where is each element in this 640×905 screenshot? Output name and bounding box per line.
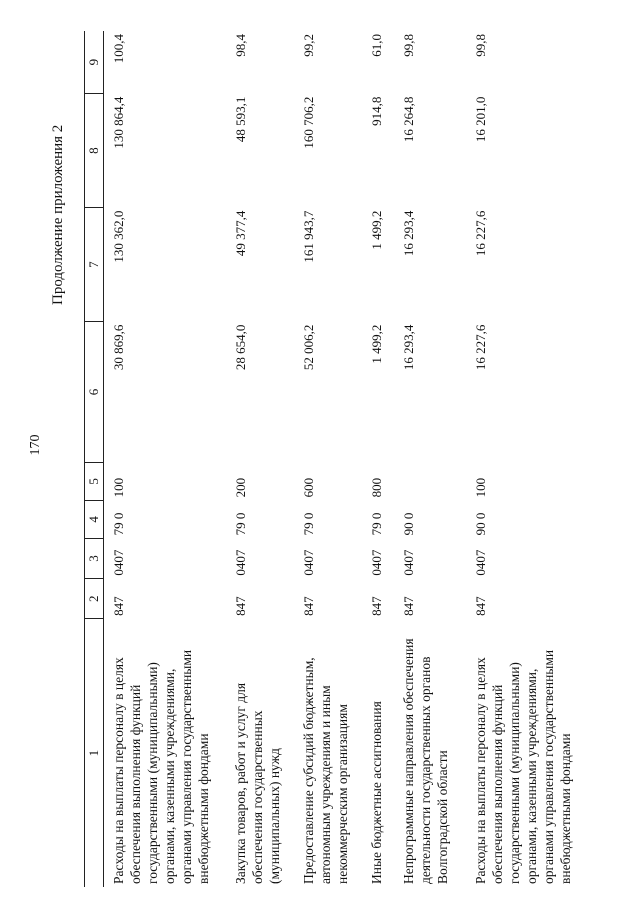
value-percent: 99,8 — [472, 34, 488, 57]
target-article: 90 0 — [472, 512, 488, 536]
target-article: 79 0 — [300, 512, 316, 536]
value-percent: 100,4 — [111, 34, 126, 64]
section-code: 0407 — [400, 549, 416, 576]
section-code: 0407 — [368, 549, 384, 576]
ministry-code: 847 — [472, 596, 488, 616]
ministry-code: 847 — [232, 596, 248, 616]
column-header: 8 — [85, 94, 104, 208]
column-header: 9 — [85, 31, 104, 94]
value-percent: 99,8 — [400, 34, 416, 57]
target-article: 79 0 — [111, 512, 126, 536]
value-percent: 98,4 — [232, 34, 248, 57]
value-percent: 61,0 — [368, 34, 384, 57]
expense-type — [394, 462, 466, 500]
appendix-caption: Продолжение приложения 2 — [50, 124, 66, 305]
value-col6: 28 654,0 — [232, 324, 248, 371]
column-header: 2 — [85, 579, 104, 619]
column-header: 7 — [85, 208, 104, 322]
table-row — [294, 31, 362, 887]
ministry-code: 847 — [400, 596, 416, 616]
value-col7: 16 227,6 — [472, 210, 488, 257]
value-col6: 16 293,4 — [400, 324, 416, 371]
value-col6: 1 499,2 — [368, 324, 384, 364]
row-description: Расходы на выплаты персоналу в целях обеспечения выполнения функций государственными (муниципальными) органами, казенными учреждениями, органами управления государственными внебюджетными фондами — [111, 649, 211, 884]
expense-type: 100 — [472, 477, 488, 498]
table-row — [362, 31, 394, 887]
row-description: Иные бюджетные ассигнования — [368, 701, 384, 884]
value-col7: 161 943,7 — [300, 210, 316, 263]
section-code: 0407 — [472, 549, 488, 576]
value-col8: 16 264,8 — [400, 96, 416, 143]
target-article: 90 0 — [400, 512, 416, 536]
value-col7: 16 293,4 — [400, 210, 416, 257]
ministry-code: 847 — [300, 596, 316, 616]
value-col6: 30 869,6 — [111, 324, 126, 371]
table-row — [104, 31, 226, 887]
value-col8: 16 201,0 — [472, 96, 488, 143]
column-header: 5 — [85, 462, 104, 500]
target-article: 79 0 — [232, 512, 248, 536]
row-description: Предоставление субсидий бюджетным, автономным учреждениям и иным некоммерческим организациям — [300, 657, 350, 884]
section-code: 0407 — [300, 549, 316, 576]
expense-type: 800 — [368, 477, 384, 498]
table-row — [466, 31, 584, 887]
section-code: 0407 — [111, 549, 126, 576]
value-col8: 160 706,2 — [300, 96, 316, 149]
table-row — [394, 31, 466, 887]
column-header: 1 — [85, 619, 104, 887]
column-header: 4 — [85, 500, 104, 538]
expense-type: 200 — [232, 477, 248, 498]
column-header: 6 — [85, 322, 104, 463]
row-description: Расходы на выплаты персоналу в целях обеспечения выполнения функций государственными (муниципальными) органами, казенными учреждениями, органами управления государственными внебюджетными фондами — [472, 649, 573, 884]
value-col8: 914,8 — [368, 96, 384, 126]
page-number: 170 — [28, 434, 43, 456]
column-header: 3 — [85, 538, 104, 578]
value-col8: 130 864,4 — [111, 96, 126, 149]
value-col7: 130 362,0 — [111, 210, 126, 263]
column-number-row — [85, 31, 104, 887]
value-col7: 49 377,4 — [232, 210, 248, 257]
expense-type: 100 — [111, 477, 126, 498]
value-col7: 1 499,2 — [368, 210, 384, 250]
target-article: 79 0 — [368, 512, 384, 536]
section-code: 0407 — [232, 549, 248, 576]
table-row — [226, 31, 294, 887]
value-col8: 48 593,1 — [232, 96, 248, 143]
value-col6: 16 227,6 — [472, 324, 488, 371]
row-description: Закупка товаров, работ и услуг для обеспечения государственных (муниципальных) нужд — [232, 682, 282, 884]
value-col6: 52 006,2 — [300, 324, 316, 371]
value-percent: 99,2 — [300, 34, 316, 57]
expense-type: 600 — [300, 477, 316, 498]
ministry-code: 847 — [368, 596, 384, 616]
budget-table — [84, 31, 584, 887]
ministry-code: 847 — [111, 596, 126, 616]
row-description: Непрограммные направления обеспечения деятельности государственных органов Волгоградской области — [400, 638, 450, 884]
